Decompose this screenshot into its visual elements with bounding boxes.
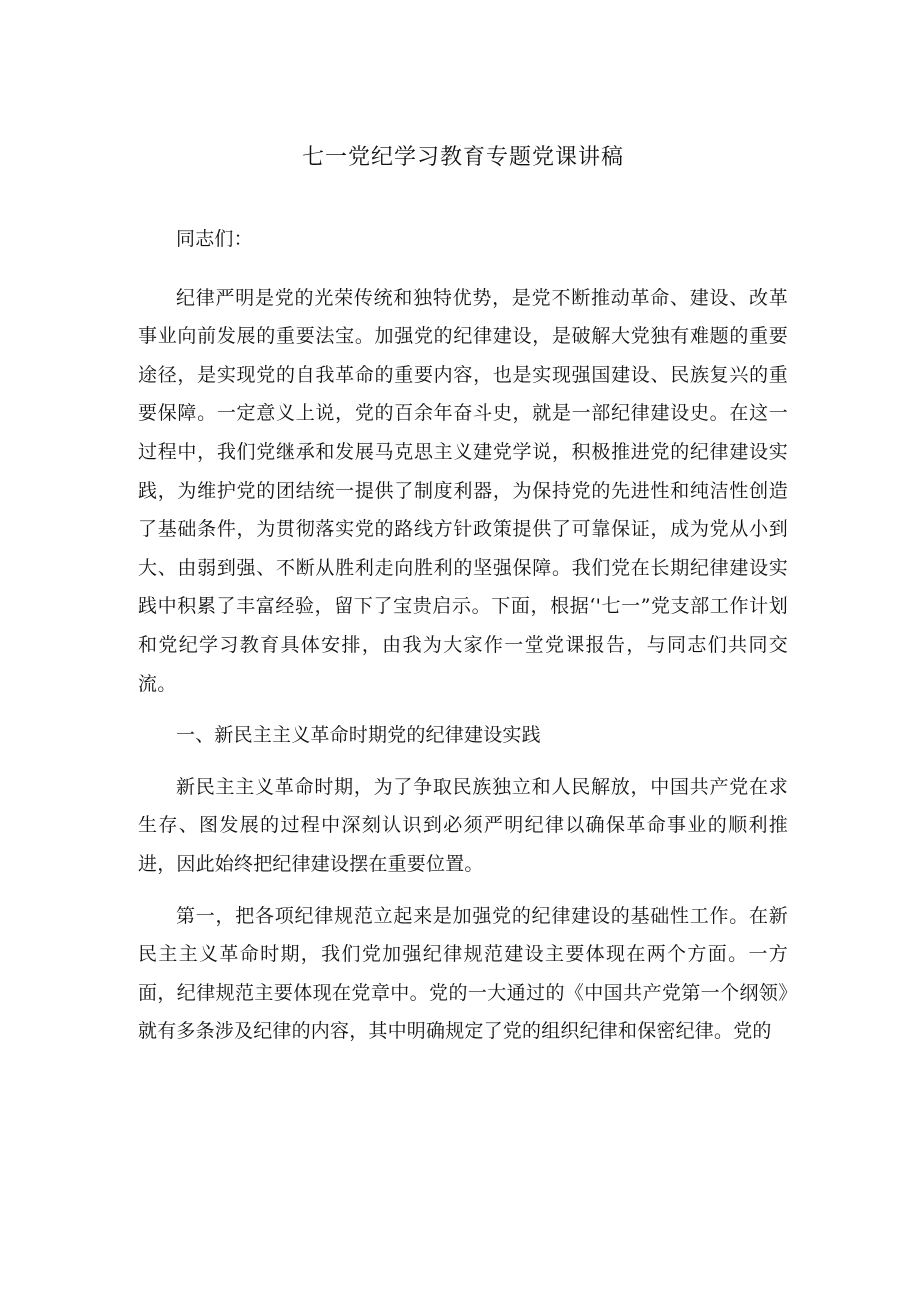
salutation: 同志们：	[176, 228, 253, 250]
document-title: 七一党纪学习教育专题党课讲稿	[301, 145, 624, 170]
paragraph-intro: 纪律严明是党的光荣传统和独特优势，是党不断推动革命、建设、改革事业向前发展的重要法宝。加强党的纪律建设，是破解大党独有难题的重要途径，是实现党的自我革命的重要内容，也是实现强国建设、民族复兴的重要保障。一定意义上说，党的百余年奋斗史，就是一部纪律建设史。在这一过程中，我们党继承和发展马克思主义建党学说，积极推进党的纪律建设实践，为维护党的团结统一提供了制度利器，为保持党的先进性和纯洁性创造了基础条件，为贯彻落实党的路线方针政策提供了可靠保证，成为党从小到大、由弱到强、不断从胜利走向胜利的坚强保障。我们党在长期纪律建设实践中积累了丰富经验，留下了宝贵启示。下面，根据‘'七一”党支部工作计划和党纪学习教育具体安排，由我为大家作一堂党课报告，与同志们共同交流。	[138, 286, 788, 695]
section-heading-1: 一、新民主主义革命时期党的纪律建设实践	[176, 724, 541, 747]
document-body	[138, 138, 788, 1064]
paragraph-point-1: 第一，把各项纪律规范立起来是加强党的纪律建设的基础性工作。在新民主主义革命时期，我们党加强纪律规范建设主要体现在两个方面。一方面，纪律规范主要体现在党章中。党的一大通过的《中国共产党第一个纲领》就有多条涉及纪律的内容，其中明确规定了党的组织纪律和保密纪律。党的	[138, 904, 788, 1043]
paragraph-section-1-intro: 新民主主义革命时期，为了争取民族独立和人民解放，中国共产党在求生存、图发展的过程中深刻认识到必须严明纪律以确保革命事业的顺利推进，因此始终把纪律建设摆在重要位置。	[138, 775, 788, 875]
